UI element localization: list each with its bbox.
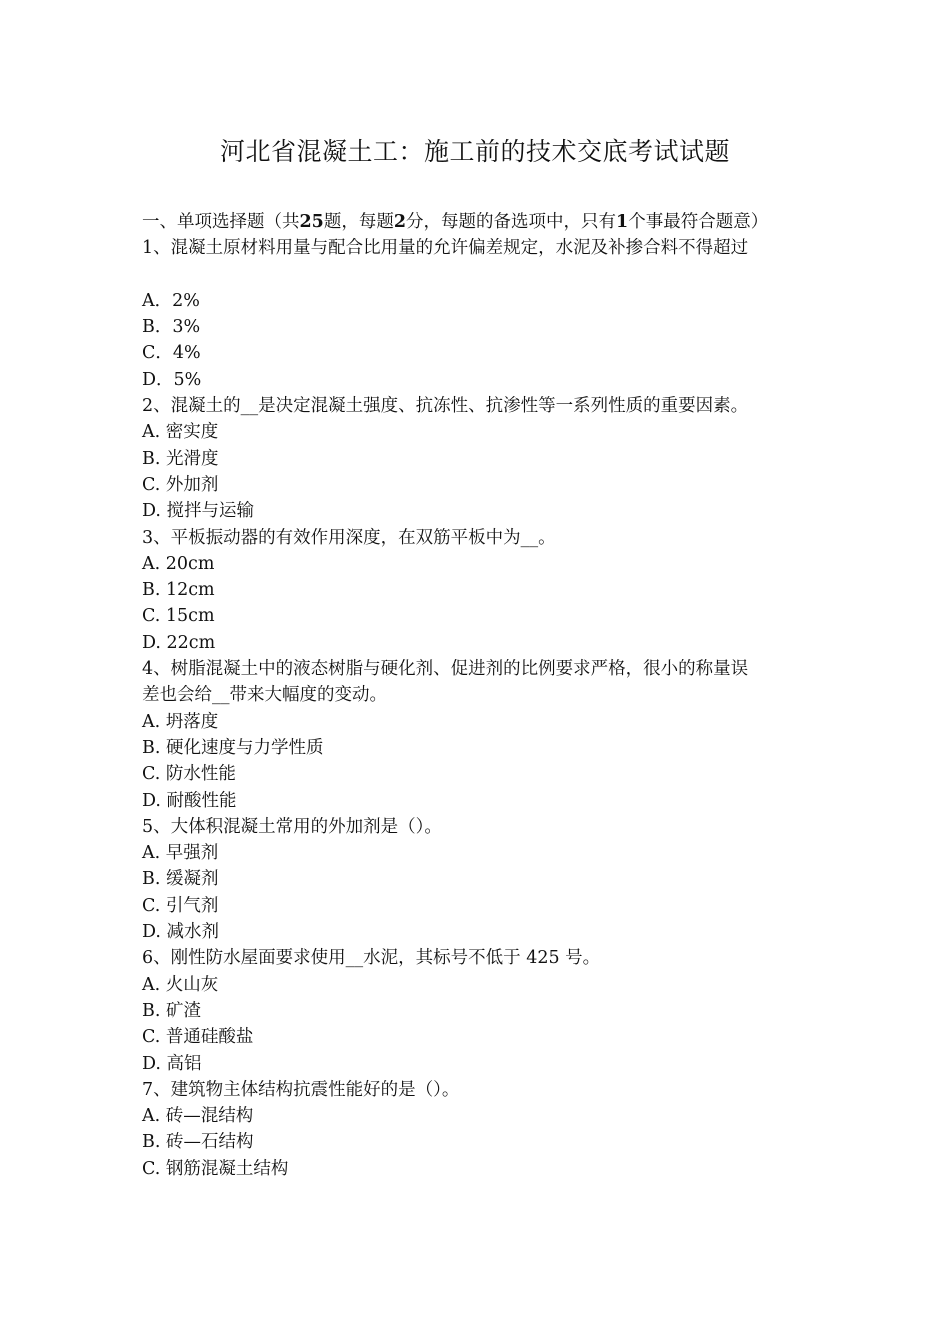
question-stem: 1、混凝土原材料用量与配合比用量的允许偏差规定，水泥及补掺合料不得超过 <box>142 238 749 259</box>
option: D. 22cm <box>142 632 216 653</box>
option: C. 引气剂 <box>142 895 219 916</box>
question-stem: 4、树脂混凝土中的液态树脂与硬化剂、促进剂的比例要求严格，很小的称量误 <box>142 659 749 680</box>
option: D. 高铝 <box>142 1053 202 1074</box>
one-value: 1 <box>616 212 629 232</box>
section-text: 题，每题 <box>323 212 394 232</box>
option: C. 防水性能 <box>142 764 236 785</box>
option: C. 15cm <box>142 606 215 627</box>
option: A. 20cm <box>142 553 215 574</box>
option: B. 光滑度 <box>142 448 219 469</box>
option: A. 早强剂 <box>142 843 219 864</box>
option: C. 普通硅酸盐 <box>142 1027 254 1048</box>
option: B. 缓凝剂 <box>142 869 219 890</box>
option: B. 12cm <box>142 580 215 601</box>
option: C．4% <box>142 343 201 364</box>
option: D. 减水剂 <box>142 922 220 943</box>
section-text: 个事最符合题意） <box>628 212 769 232</box>
question-count: 25 <box>299 212 324 232</box>
answer-blank-line <box>142 262 810 288</box>
option: D．5% <box>142 369 202 390</box>
section-text: 一、单项选择题（共 <box>142 212 300 232</box>
page-title: 河北省混凝土工：施工前的技术交底考试试题 <box>219 137 730 166</box>
question-stem: 5、大体积混凝土常用的外加剂是（）。 <box>142 816 442 837</box>
points-value: 2 <box>393 212 407 232</box>
section-text: 分，每题的备选项中，只有 <box>406 212 617 232</box>
question-stem: 3、平板振动器的有效作用深度，在双筋平板中为__。 <box>142 527 556 548</box>
question-stem: 差也会给__带来大幅度的变动。 <box>142 685 387 706</box>
option: D. 耐酸性能 <box>142 790 237 811</box>
option: C. 钢筋混凝土结构 <box>142 1158 289 1179</box>
option: B．3% <box>142 317 201 338</box>
option: B. 矿渣 <box>142 1000 201 1021</box>
question-stem: 7、建筑物主体结构抗震性能好的是（）。 <box>142 1079 460 1100</box>
option: B. 砖—石结构 <box>142 1132 254 1153</box>
option: D. 搅拌与运输 <box>142 501 255 522</box>
option: A. 密实度 <box>142 422 219 443</box>
question-stem: 6、刚性防水屋面要求使用__水泥，其标号不低于 425 号。 <box>142 948 601 969</box>
option: A. 坍落度 <box>142 711 219 732</box>
section-heading <box>142 209 810 235</box>
document-body <box>142 209 810 1182</box>
option: A. 火山灰 <box>142 974 219 995</box>
question-stem: 2、混凝土的__是决定混凝土强度、抗冻性、抗渗性等一系列性质的重要因素。 <box>142 396 749 417</box>
option: A．2% <box>142 290 200 311</box>
option: A. 砖—混结构 <box>142 1106 254 1127</box>
option: B. 硬化速度与力学性质 <box>142 737 324 758</box>
option: C. 外加剂 <box>142 474 219 495</box>
